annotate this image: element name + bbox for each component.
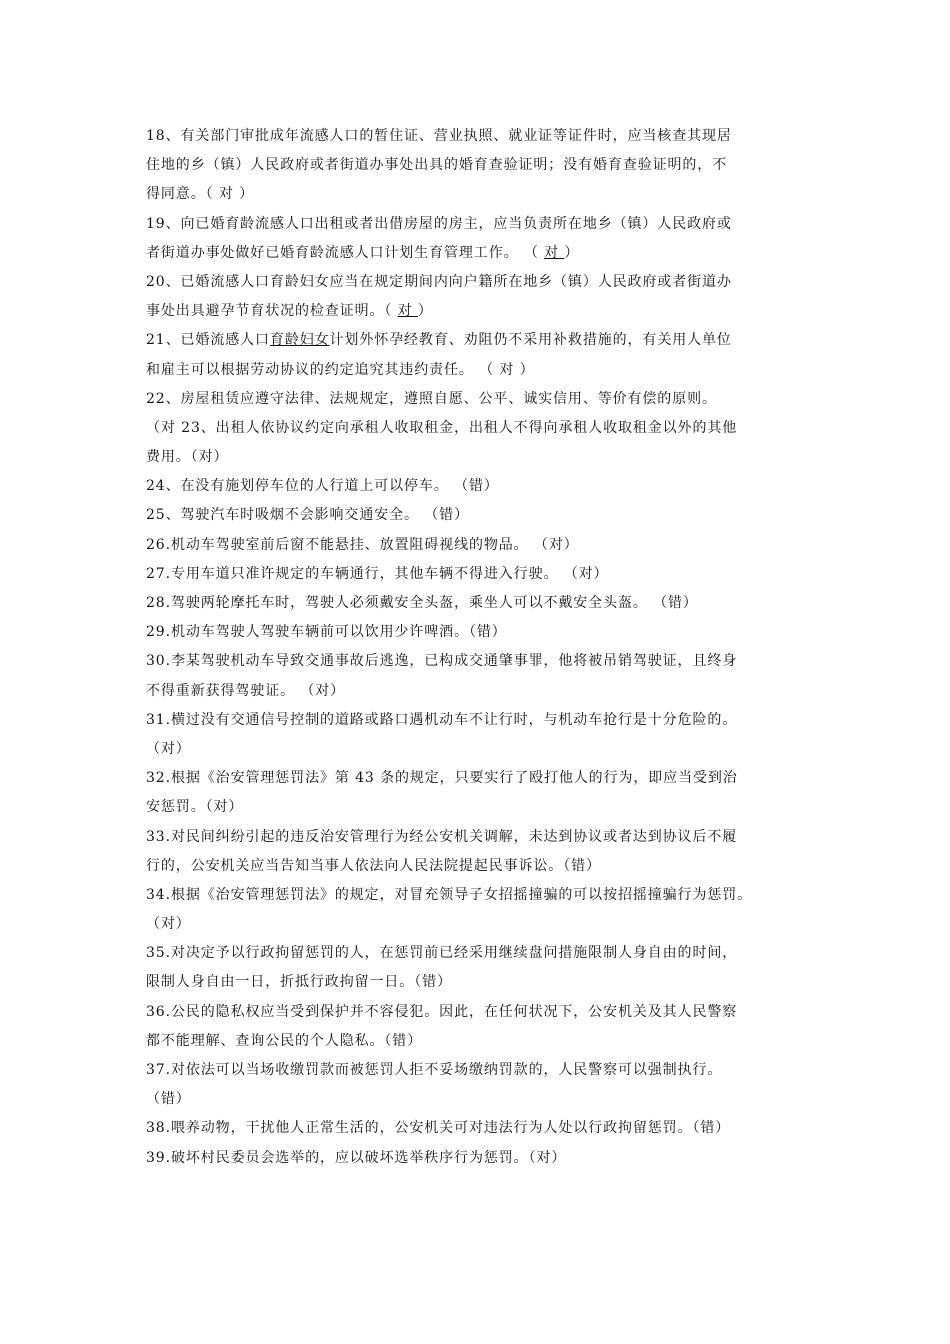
text-segment: 19、向已婚育龄流感人口出租或者出借房屋的房主，应当负责所在地乡（镇）人民政府或 [146,215,732,232]
text-line [146,910,826,939]
text-segment: 38.喂养动物，干扰他人正常生活的，公安机关可对违法行为人处以行政拘留惩罚。（错） [146,1120,731,1137]
underlined-text: 对 [544,244,565,261]
text-line [146,735,826,764]
underlined-text: 对 [397,303,418,320]
text-line [146,823,826,852]
text-line [146,297,826,326]
text-segment: 34.根据《治安管理惩罚法》的规定，对冒充领导子女招摇撞骗的可以按招摇撞骗行为惩罚。 [146,886,753,903]
text-segment: 21、已婚流感人口 [146,332,270,349]
text-line [146,356,826,385]
text-segment: 限制人身自由一日，折抵行政拘留一日。（错） [146,974,452,991]
text-line [146,1144,826,1173]
text-line [146,998,826,1027]
text-segment: 安惩罚。（对） [146,799,244,816]
text-segment: 27.专用车道只准许规定的车辆通行，其他车辆不得进入行驶。 （对） [146,565,609,582]
text-line [146,414,826,443]
text-segment: （对） [146,916,191,933]
text-line [146,852,826,881]
text-segment: （对 23、出租人依协议约定向承租人收取租金，出租人不得向承租人收取租金以外的其他 [146,419,738,436]
text-line [146,881,826,910]
text-line [146,793,826,822]
text-segment: 18、有关部门审批成年流感人口的暂住证、营业执照、就业证等证件时，应当核查其现居 [146,128,732,144]
text-segment: （错） [146,1091,191,1108]
text-line [146,531,826,560]
document-body [146,122,826,1173]
text-segment: 25、驾驶汽车时吸烟不会影响交通安全。 （错） [146,507,469,524]
text-line [146,647,826,676]
text-line [146,151,826,180]
text-segment: 都不能理解、查询公民的个人隐私。（错） [146,1032,423,1049]
text-line [146,1027,826,1056]
text-segment: 事处出具避孕节育状况的检查证明。（ [146,303,398,320]
text-line [146,560,826,589]
text-line [146,764,826,793]
text-segment: 行的，公安机关应当告知当事人依法向人民法院提起民事诉讼。（错） [146,857,601,874]
text-line [146,239,826,268]
text-segment: ） [417,303,433,320]
text-segment: 28.驾驶两轮摩托车时，驾驶人必须戴安全头盔，乘坐人可以不戴安全头盔。 （错） [146,595,698,611]
text-line [146,268,826,297]
text-segment: 20、已婚流感人口育龄妇女应当在规定期间内向户籍所在地乡（镇）人民政府或者街道办 [146,273,732,290]
text-line [146,210,826,239]
text-segment: 费用。（对） [146,449,229,466]
text-segment: 住地的乡（镇）人民政府或者街道办事处出具的婚育查验证明；没有婚育查验证明的，不 [146,157,728,174]
text-line [146,326,826,355]
text-segment: 和雇主可以根据劳动协议的约定追究其违约责任。 （ 对 ） [146,361,535,378]
text-line [146,939,826,968]
text-segment: 31.横过没有交通信号控制的道路或路口遇机动车不让行时，与机动车抢行是十分危险的。 [146,711,738,728]
text-segment: 37.对依法可以当场收缴罚款而被惩罚人拒不妥场缴纳罚款的，人民警察可以强制执行。 [146,1062,723,1078]
text-line [146,1114,826,1143]
text-line [146,472,826,501]
text-segment: 29.机动车驾驶人驾驶车辆前可以饮用少许啤酒。（错） [146,624,507,641]
text-segment: 39.破坏村民委员会选举的，应以破坏选举秩序行为惩罚。（对） [146,1149,567,1166]
text-line [146,706,826,735]
text-line [146,618,826,647]
text-segment: 26.机动车驾驶室前后窗不能悬挂、放置阻碍视线的物品。 （对） [146,536,579,553]
text-segment: 计划外怀孕经教育、劝阻仍不采用补救措施的，有关用人单位 [329,332,732,349]
text-line [146,180,826,209]
text-line [146,122,826,151]
text-line [146,1056,826,1085]
text-line [146,677,826,706]
text-segment: 者街道办事处做好已婚育龄流感人口计划生育管理工作。 （ [146,244,545,261]
text-segment: 35.对决定予以行政拘留惩罚的人，在惩罚前已经采用继续盘问措施限制人身自由的时间， [146,945,738,962]
text-line [146,443,826,472]
text-segment: 32.根据《治安管理惩罚法》第 43 条的规定，只要实行了殴打他人的行为，即应当受到治 [146,770,738,787]
text-line [146,1085,826,1114]
text-segment: 36.公民的隐私权应当受到保护并不容侵犯。因此，在任何状况下，公安机关及其人民警察 [146,1003,738,1020]
text-segment: 30.李某驾驶机动车导致交通事故后逃逸，已构成交通肇事罪，他将被吊销驾驶证，且终身 [146,653,738,670]
text-segment: 22、房屋租赁应遵守法律、法规规定，遵照自愿、公平、诚实信用、等价有偿的原则。 [146,390,717,407]
text-line [146,589,826,618]
text-segment: 24、在没有施划停车位的人行道上可以停车。 （错） [146,478,499,495]
text-segment: （对） [146,740,191,757]
text-segment: ） [564,244,580,261]
text-line [146,385,826,414]
text-segment: 不得重新获得驾驶证。 （对） [146,682,346,699]
text-line [146,501,826,530]
underlined-text: 育龄妇女 [269,332,330,349]
text-segment: 得同意。（ 对 ） [146,186,254,203]
text-segment: 33.对民间纠纷引起的违反治安管理行为经公安机关调解，未达到协议或者达到协议后不履 [146,828,738,845]
text-line [146,968,826,997]
